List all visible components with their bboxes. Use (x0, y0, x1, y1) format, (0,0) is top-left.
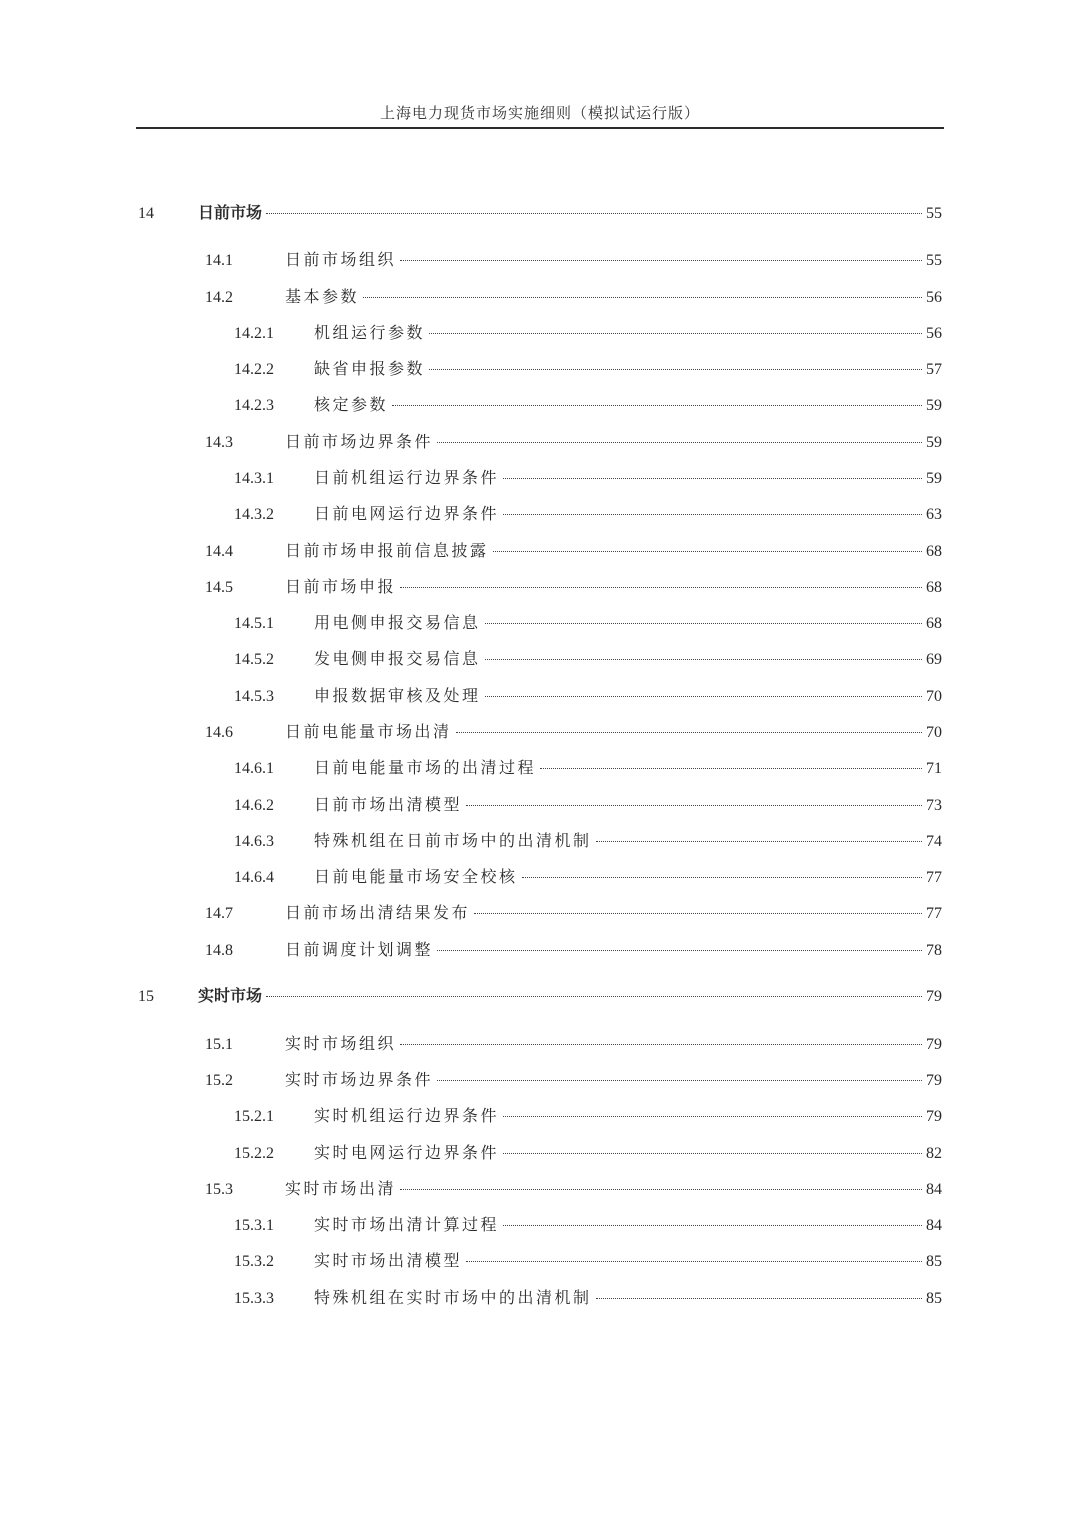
toc-entry[interactable] (234, 1106, 942, 1127)
toc-section-title: 日前市场出清结果发布 (285, 903, 471, 922)
dot-leader (266, 213, 922, 214)
toc-page-number: 57 (926, 361, 942, 378)
toc-section-title: 日前调度计划调整 (285, 940, 434, 959)
toc-section-title: 日前电网运行边界条件 (314, 504, 500, 523)
toc-section-title: 基本参数 (285, 287, 360, 306)
toc-section-number: 14.7 (205, 905, 233, 922)
toc-section-number: 15.1 (205, 1036, 233, 1053)
dot-leader (503, 478, 922, 479)
toc-page-number: 70 (926, 688, 942, 705)
toc-entry[interactable] (205, 250, 942, 271)
toc-section-number: 15 (138, 988, 154, 1005)
toc-page-number: 74 (926, 833, 942, 850)
toc-entry[interactable] (205, 722, 942, 743)
dot-leader (503, 1116, 922, 1117)
dot-leader (466, 805, 922, 806)
dot-leader (266, 996, 922, 997)
toc-section-title: 发电侧申报交易信息 (314, 649, 481, 668)
toc-entry[interactable] (205, 541, 942, 562)
toc-entry[interactable] (234, 613, 942, 634)
toc-section-title: 实时市场出清计算过程 (314, 1215, 500, 1234)
toc-entry[interactable] (138, 203, 942, 224)
toc-entry[interactable] (205, 432, 942, 453)
dot-leader (363, 297, 922, 298)
toc-page-number: 71 (926, 760, 942, 777)
toc-entry[interactable] (234, 323, 942, 344)
toc-page-number: 56 (926, 289, 942, 306)
toc-section-number: 15.3.1 (234, 1217, 274, 1234)
toc-entry[interactable] (234, 758, 942, 779)
toc-section-number: 14.5 (205, 579, 233, 596)
toc-section-title: 实时市场出清模型 (314, 1251, 463, 1270)
toc-page-number: 69 (926, 651, 942, 668)
dot-leader (437, 1080, 922, 1081)
toc-section-title: 实时市场组织 (285, 1034, 397, 1053)
toc-section-title: 日前电能量市场出清 (285, 722, 452, 741)
toc-section-title: 日前市场边界条件 (285, 432, 434, 451)
toc-section-title: 特殊机组在日前市场中的出清机制 (314, 831, 592, 850)
toc-section-number: 15.2.2 (234, 1145, 274, 1162)
dot-leader (392, 405, 922, 406)
toc-section-number: 14.5.3 (234, 688, 274, 705)
toc-section-title: 日前市场出清模型 (314, 795, 463, 814)
toc-entry[interactable] (234, 649, 942, 670)
toc-entry[interactable] (234, 831, 942, 852)
toc-section-title: 机组运行参数 (314, 323, 426, 342)
toc-page-number: 68 (926, 579, 942, 596)
dot-leader (474, 913, 922, 914)
toc-section-title: 特殊机组在实时市场中的出清机制 (314, 1288, 592, 1307)
toc-page-number: 56 (926, 325, 942, 342)
toc-page-number: 77 (926, 905, 942, 922)
toc-page-number: 78 (926, 942, 942, 959)
toc-entry[interactable] (234, 867, 942, 888)
toc-section-title: 实时市场边界条件 (285, 1070, 434, 1089)
dot-leader (400, 1189, 922, 1190)
toc-page-number: 84 (926, 1217, 942, 1234)
toc-page-number: 55 (926, 252, 942, 269)
toc-section-number: 14.6.2 (234, 797, 274, 814)
toc-entry[interactable] (234, 1251, 942, 1272)
dot-leader (522, 877, 922, 878)
toc-section-title: 实时市场出清 (285, 1179, 397, 1198)
toc-entry[interactable] (234, 1215, 942, 1236)
toc-section-number: 14.2 (205, 289, 233, 306)
toc-section-number: 14.5.2 (234, 651, 274, 668)
toc-page-number: 55 (926, 205, 942, 222)
toc-section-number: 14 (138, 205, 154, 222)
dot-leader (429, 369, 922, 370)
toc-section-number: 14.3.2 (234, 506, 274, 523)
toc-page-number: 84 (926, 1181, 942, 1198)
toc-page-number: 59 (926, 470, 942, 487)
toc-entry[interactable] (234, 359, 942, 380)
toc-section-number: 14.6 (205, 724, 233, 741)
toc-section-number: 14.3 (205, 434, 233, 451)
toc-section-title: 实时电网运行边界条件 (314, 1143, 500, 1162)
toc-section-title: 核定参数 (314, 395, 389, 414)
dot-leader (485, 696, 922, 697)
dot-leader (485, 623, 922, 624)
dot-leader (485, 659, 922, 660)
toc-page-number: 59 (926, 434, 942, 451)
toc-section-title: 申报数据审核及处理 (314, 686, 481, 705)
dot-leader (596, 841, 922, 842)
toc-section-number: 14.5.1 (234, 615, 274, 632)
toc-page-number: 73 (926, 797, 942, 814)
toc-section-title: 实时机组运行边界条件 (314, 1106, 500, 1125)
toc-page-number: 63 (926, 506, 942, 523)
toc-section-title: 用电侧申报交易信息 (314, 613, 481, 632)
toc-entry[interactable] (234, 1143, 942, 1164)
toc-entry[interactable] (205, 1034, 942, 1055)
toc-section-number: 14.6.3 (234, 833, 274, 850)
toc-section-title: 日前市场 (198, 203, 263, 222)
toc-section-number: 14.8 (205, 942, 233, 959)
toc-section-number: 15.3.2 (234, 1253, 274, 1270)
dot-leader (456, 732, 922, 733)
toc-page-number: 70 (926, 724, 942, 741)
toc-section-number: 14.2.2 (234, 361, 274, 378)
toc-section-title: 缺省申报参数 (314, 359, 426, 378)
dot-leader (596, 1298, 922, 1299)
toc-section-number: 14.6.1 (234, 760, 274, 777)
toc-entry[interactable] (234, 686, 942, 707)
toc-entry[interactable] (234, 1288, 942, 1309)
toc-entry[interactable] (205, 903, 942, 924)
dot-leader (400, 1044, 922, 1045)
running-header: 上海电力现货市场实施细则（模拟试运行版） (379, 104, 700, 122)
toc-page-number: 68 (926, 615, 942, 632)
toc-section-title: 日前市场申报 (285, 577, 397, 596)
dot-leader (429, 333, 922, 334)
toc-section-title: 日前电能量市场安全校核 (314, 867, 518, 886)
dot-leader (466, 1261, 922, 1262)
toc-page-number: 85 (926, 1253, 942, 1270)
toc-entry[interactable] (138, 986, 942, 1007)
toc-page-number: 79 (926, 1036, 942, 1053)
toc-section-number: 15.2 (205, 1072, 233, 1089)
toc-entry[interactable] (205, 1070, 942, 1091)
toc-entry[interactable] (205, 577, 942, 598)
dot-leader (437, 442, 922, 443)
toc-section-number: 14.6.4 (234, 869, 274, 886)
toc-entry[interactable] (205, 940, 942, 961)
toc-section-number: 15.2.1 (234, 1108, 274, 1125)
dot-leader (400, 587, 922, 588)
toc-entry[interactable] (205, 287, 942, 308)
dot-leader (493, 551, 922, 552)
toc-section-title: 日前电能量市场的出清过程 (314, 758, 537, 777)
toc-entry[interactable] (234, 504, 942, 525)
toc-section-title: 日前机组运行边界条件 (314, 468, 500, 487)
toc-page-number: 85 (926, 1290, 942, 1307)
toc-entry[interactable] (234, 468, 942, 489)
toc-section-number: 14.4 (205, 543, 233, 560)
dot-leader (503, 1225, 922, 1226)
toc-page-number: 68 (926, 543, 942, 560)
toc-page-number: 79 (926, 1108, 942, 1125)
toc-section-number: 15.3.3 (234, 1290, 274, 1307)
toc-section-title: 实时市场 (198, 986, 263, 1005)
dot-leader (400, 260, 922, 261)
toc-section-number: 14.2.3 (234, 397, 274, 414)
toc-section-number: 14.3.1 (234, 470, 274, 487)
toc-page-number: 82 (926, 1145, 942, 1162)
toc-section-title: 日前市场申报前信息披露 (285, 541, 489, 560)
dot-leader (437, 950, 922, 951)
toc-entry[interactable] (234, 395, 942, 416)
toc-entry[interactable] (205, 1179, 942, 1200)
toc-page-number: 59 (926, 397, 942, 414)
toc-entry[interactable] (234, 795, 942, 816)
toc-section-number: 14.1 (205, 252, 233, 269)
dot-leader (503, 514, 922, 515)
toc-page-number: 79 (926, 988, 942, 1005)
toc-section-number: 14.2.1 (234, 325, 274, 342)
header-rule (136, 127, 944, 129)
dot-leader (540, 768, 922, 769)
dot-leader (503, 1153, 922, 1154)
toc-page-number: 79 (926, 1072, 942, 1089)
toc-page-number: 77 (926, 869, 942, 886)
toc-section-title: 日前市场组织 (285, 250, 397, 269)
toc-section-number: 15.3 (205, 1181, 233, 1198)
